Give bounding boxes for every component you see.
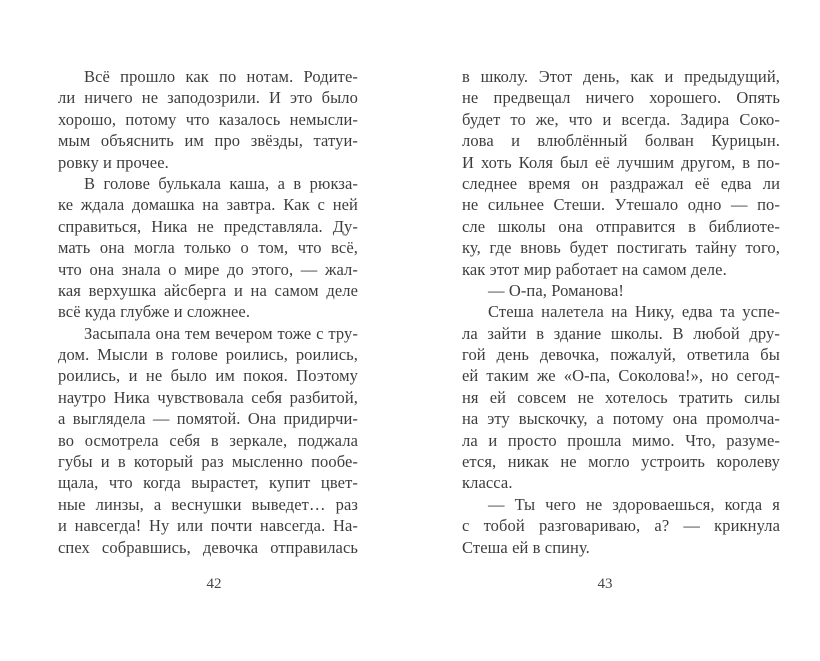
- text-line: во осмотрела себя в зеркале, поджала: [58, 430, 358, 450]
- text-line: будет то же, что и всегда. Задира Соко-: [462, 109, 780, 129]
- text-line: гой день девочка, пожалуй, ответила бы: [462, 345, 780, 365]
- text-line: что она знала о мире до этого, — жал-: [58, 259, 358, 279]
- page-number-right: 43: [597, 576, 613, 592]
- text-line: наутро Ника чувствовала себя разбитой,: [58, 387, 358, 407]
- text-line: ня ей совсем не хотелось тратить силы: [462, 387, 780, 407]
- page-text-left: [58, 66, 358, 558]
- text-line: лова и влюблённый болван Курицын.: [462, 131, 780, 151]
- text-line: всё куда глубже и сложнее.: [58, 302, 251, 322]
- text-line: ли ничего не заподозрили. И это было: [58, 88, 358, 108]
- text-line: ей таким же «О-па, Соколова!», но сегод-: [462, 366, 780, 386]
- text-line: ровку и прочее.: [58, 152, 169, 172]
- text-line: мым объяснить им про звёзды, татуи-: [58, 131, 358, 151]
- text-line: ла и просто прошла мимо. Что, разуме-: [462, 430, 780, 450]
- text-line: класса.: [462, 473, 513, 493]
- text-line: мать она могла только о том, что всё,: [58, 238, 358, 258]
- text-line: кая верхушка айсберга и на самом деле: [58, 280, 358, 300]
- page-text-right: [462, 66, 780, 558]
- text-line: Стеша ей в спину.: [462, 537, 590, 557]
- text-line: на эту выскочку, а потому она промолча-: [462, 409, 780, 429]
- text-line: — О-па, Романова!: [488, 280, 624, 300]
- page-number-left: 42: [206, 576, 222, 592]
- text-line: в школу. Этот день, как и предыдущий,: [462, 67, 780, 86]
- text-line: дом. Мысли в голове роились, роились,: [58, 345, 358, 365]
- text-line: с тобой разговариваю, а? — крикнула: [462, 516, 780, 536]
- text-line: Всё прошло как по нотам. Родите-: [84, 67, 358, 86]
- book-page-right: [410, 0, 820, 661]
- text-line: хорошо, потому что казалось немысли-: [58, 109, 358, 129]
- text-line: — Ты чего не здороваешься, когда я: [488, 494, 780, 514]
- text-line: спех собравшись, девочка отправилась: [58, 537, 358, 557]
- text-line: справиться, Ника не представляла. Ду-: [58, 216, 358, 236]
- text-line: роились, и не было им покоя. Поэтому: [58, 366, 358, 386]
- text-line: Засыпала она тем вечером тоже с тру-: [84, 323, 358, 343]
- text-line: В голове булькала каша, а в рюкза-: [84, 173, 358, 193]
- text-line: ла зайти в здание школы. В любой дру-: [462, 323, 780, 343]
- text-line: а выглядела — помятой. Она придирчи-: [58, 409, 358, 429]
- text-line: губы и в который раз мысленно пообе-: [58, 452, 358, 472]
- text-line: Стеша налетела на Нику, едва та успе-: [488, 302, 780, 322]
- text-line: ке ждала домашка на завтра. Как с ней: [58, 195, 358, 215]
- text-line: ные линзы, а веснушки выведет… раз: [58, 494, 358, 514]
- text-line: не сильнее Стеши. Утешало одно — по-: [462, 195, 780, 215]
- text-line: следнее время он раздражал её едва ли: [462, 173, 780, 193]
- text-line: как этот мир работает на самом деле.: [462, 259, 727, 279]
- text-line: ется, никак не могло устроить королеву: [462, 452, 780, 472]
- text-line: ку, где вновь будет постигать тайну того,: [462, 238, 780, 258]
- text-line: сле школы она отправится в библиоте-: [462, 216, 780, 236]
- text-line: не предвещал ничего хорошего. Опять: [462, 88, 780, 108]
- text-line: И хоть Коля был её лучшим другом, в по-: [462, 152, 780, 172]
- text-line: и навсегда! Ну или почти навсегда. На-: [58, 516, 358, 536]
- text-line: щала, что когда вырастет, купит цвет-: [58, 473, 358, 493]
